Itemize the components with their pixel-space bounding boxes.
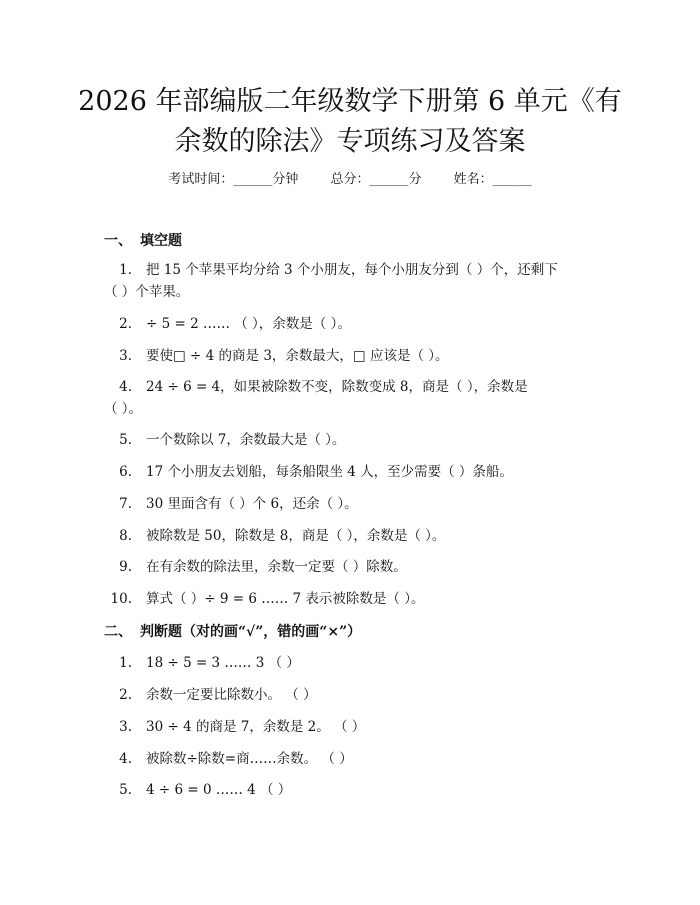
fill-item-2: 2. ÷ 5 = 2 …… （ ），余数是（ ）。 (119, 316, 351, 332)
judge-item-1: 1. 18 ÷ 5 = 3 …… 3 （ ） (119, 655, 300, 671)
exam-time: 考试时间：______分钟 (168, 172, 299, 187)
section-title: 判断题（对的画“√”，错的画“×”） (140, 624, 362, 640)
section-number: 一、 (104, 233, 132, 249)
judge-item-3: 3. 30 ÷ 4 的商是 7，余数是 2。 （ ） (119, 719, 366, 735)
fill-item-4: 4. 24 ÷ 6 = 4，如果被除数不变，除数变成 8，商是（ ），余数是 (119, 379, 528, 395)
page-title (60, 82, 640, 162)
section-judge-heading (104, 621, 361, 641)
fill-item-6: 6. 17 个小朋友去划船，每条船限坐 4 人，至少需要（ ）条船。 (119, 464, 513, 480)
fill-item-7: 7. 30 里面含有（ ）个 6，还余（ ）。 (119, 496, 358, 512)
judge-item-2: 2. 余数一定要比除数小。 （ ） (119, 687, 317, 703)
fill-item-4-cont: （ ）。 (104, 401, 143, 417)
section-fill-heading (104, 230, 182, 250)
title-line-1: 2026 年部编版二年级数学下册第 6 单元《有 (78, 86, 622, 117)
fill-item-3: 3. 要使□ ÷ 4 的商是 3，余数最大，□ 应该是（ ）。 (119, 348, 449, 364)
fill-item-10: 10. 算式（ ）÷ 9 = 6 …… 7 表示被除数是（ ）。 (110, 591, 425, 607)
section-title: 填空题 (140, 233, 182, 249)
fill-item-5: 5. 一个数除以 7，余数最大是（ ）。 (119, 432, 346, 448)
judge-item-4: 4. 被除数÷除数=商……余数。 （ ） (119, 751, 353, 767)
exam-score: 总分：______分 (330, 172, 422, 187)
exam-meta (0, 168, 700, 187)
fill-item-1-cont: （ ）个苹果。 (104, 284, 190, 300)
section-number: 二、 (104, 624, 132, 640)
fill-item-8: 8. 被除数是 50，除数是 8，商是（ ），余数是（ ）。 (119, 528, 446, 544)
fill-item-1: 1. 把 15 个苹果平均分给 3 个小朋友，每个小朋友分到（ ）个，还剩下 (119, 262, 558, 278)
title-line-2: 余数的除法》专项练习及答案 (174, 126, 526, 157)
judge-item-5: 5. 4 ÷ 6 = 0 …… 4 （ ） (119, 782, 292, 798)
fill-item-9: 9. 在有余数的除法里，余数一定要（ ）除数。 (119, 559, 407, 575)
exam-name: 姓名：______ (453, 172, 532, 187)
